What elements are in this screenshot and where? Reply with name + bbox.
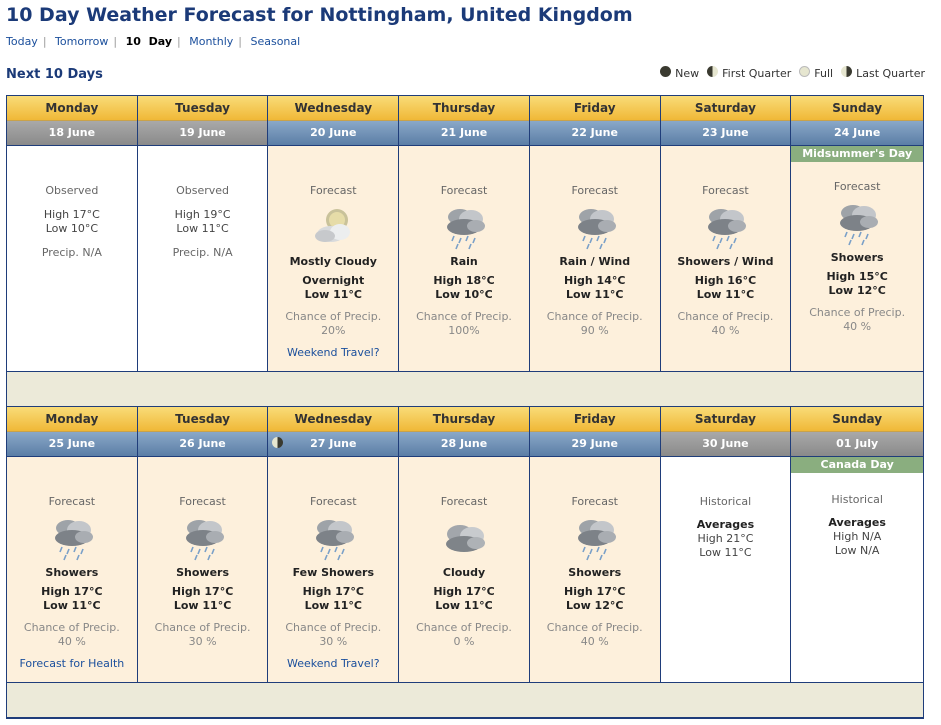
precip-label: Chance of Precip. [677,310,774,323]
status-label: Forecast [179,495,226,508]
precip-value: 30 % [188,635,217,648]
moon-phase-legend [652,67,925,80]
status-label: Observed [45,184,99,197]
status-label: Forecast [440,495,488,508]
day-column [530,407,661,682]
precip-chance [7,621,137,649]
historical-temps [791,530,923,558]
full-moon-icon [799,66,810,77]
date-label: 30 June [702,437,749,450]
day-date [791,121,923,146]
day-column [661,96,792,371]
precip-label: Precip. N/A [172,246,233,259]
precip-chance [530,621,660,649]
day-name: Saturday [661,407,791,432]
condition-text: Showers [830,251,884,264]
day-date [7,432,137,457]
precip-chance [530,310,660,338]
day-body [791,457,923,682]
date-label: 25 June [48,437,96,450]
precip-label: Precip. N/A [41,246,102,259]
rain-icon [7,514,137,562]
day-content [7,457,137,670]
day-name: Saturday [661,96,791,121]
precip-chance [268,621,398,649]
rain-icon [530,514,660,562]
temperature-block [530,274,660,302]
temperature-block [399,274,529,302]
mostly-cloudy-icon [268,203,398,251]
ten-day-grid [6,95,924,719]
temperature-block [268,585,398,613]
temperature-block [268,274,398,302]
date-label: 27 June [310,437,357,450]
day-content [791,162,923,334]
week-spacer [7,371,923,407]
precip-value: 100% [448,324,480,337]
legend-first-quarter: First Quarter [722,67,792,80]
forecast-nav [6,35,300,48]
day-name: Sunday [791,96,923,121]
condition-text: Mostly Cloudy [289,255,377,268]
temperature-block [138,585,268,613]
nav-separator: | [238,35,242,48]
day-column [138,96,269,371]
temperature-block [661,274,791,302]
date-label: 21 June [440,126,488,139]
rain-icon [138,514,268,562]
week-row [7,96,923,371]
day-date [399,121,529,146]
status-label: Forecast [310,495,357,508]
day-content [268,146,398,359]
low-temp: Low 11°C [304,288,363,301]
status-label: Forecast [310,184,357,197]
observed-temps [138,208,268,236]
nav-today[interactable]: Today [6,35,38,48]
date-label: 18 June [48,126,96,139]
low-temp: Low 12°C [566,599,624,612]
legend-new: New [675,67,700,80]
day-name: Thursday [399,407,529,432]
day-date [138,432,268,457]
low-temp: Low 12°C [828,284,886,297]
day-body [661,146,791,371]
precip-value: 90 % [580,324,609,337]
status-label: Forecast [571,495,618,508]
date-label: 20 June [310,126,357,139]
precip-label: Chance of Precip. [285,310,382,323]
holiday-badge: Canada Day [791,457,923,473]
low-temp: Low 11°C [696,288,755,301]
precip-value: 40 % [711,324,740,337]
day-content [530,457,660,649]
day-name: Wednesday [268,96,398,121]
day-name: Tuesday [138,407,268,432]
temperature-block [791,270,923,298]
precip-label: Chance of Precip. [285,621,382,634]
day-name: Tuesday [138,96,268,121]
rain-icon [399,203,529,251]
precip-value: 20% [321,324,346,337]
precip-chance [268,310,398,338]
status-label: Forecast [571,184,618,197]
high-temp: High 17°C [43,208,100,221]
precip-chance [399,621,529,649]
day-body [791,146,923,371]
rain-icon [530,203,660,251]
day-body [138,457,268,682]
day-name: Thursday [399,96,529,121]
precip-label: Chance of Precip. [154,621,251,634]
high-temp: High 16°C [694,274,757,287]
day-content [661,146,791,338]
precip-chance [791,306,923,334]
low-temp: Low 11°C [176,222,229,235]
low-temp: Low N/A [834,544,880,557]
low-temp: Low 11°C [699,546,752,559]
day-column [791,96,923,371]
week-row [7,407,923,682]
day-body [7,457,137,682]
day-body [268,146,398,371]
low-temp: Low 10°C [435,288,493,301]
high-temp: High 17°C [302,585,364,598]
high-temp: High 18°C [433,274,495,287]
precip-chance [399,310,529,338]
day-date [7,121,137,146]
legend-full: Full [814,67,834,80]
high-temp: High 17°C [564,585,626,598]
day-column [399,407,530,682]
condition-text: Rain / Wind [559,255,631,268]
temperature-block [530,585,660,613]
day-body [7,146,137,371]
week-spacer [7,682,923,718]
first-quarter-moon-icon [707,66,718,77]
nav-monthly[interactable]: Monthly [189,35,234,48]
observed-temps [7,208,137,236]
date-label: 01 July [836,437,879,450]
precip-label: Chance of Precip. [546,310,643,323]
high-temp: High 17°C [41,585,103,598]
high-temp: High 19°C [174,208,231,221]
status-label: Forecast [833,180,881,193]
condition-text: Showers [568,566,622,579]
day-body [268,457,398,682]
day-name: Sunday [791,407,923,432]
section-title: Next 10 Days [6,67,103,82]
day-date [530,432,660,457]
low-temp: Low 11°C [304,599,363,612]
date-label: 23 June [702,126,749,139]
date-label: 24 June [833,126,881,139]
date-label: 28 June [440,437,488,450]
date-label: 22 June [571,126,618,139]
day-date [268,432,398,457]
precip-label: Chance of Precip. [23,621,120,634]
low-temp: Low 11°C [173,599,232,612]
day-column [791,407,923,682]
nav-seasonal[interactable]: Seasonal [250,35,301,48]
day-date [399,432,529,457]
averages-label: Averages [828,516,886,529]
historical-temps [661,532,791,560]
status-label: Historical [831,493,883,506]
status-label: Forecast [702,184,749,197]
date-label: 29 June [571,437,618,450]
precip-chance [661,310,791,338]
rain-icon [268,514,398,562]
day-name: Friday [530,96,660,121]
day-body [399,146,529,371]
high-temp: High 17°C [433,585,495,598]
day-date [268,121,398,146]
temperature-block [399,585,529,613]
day-name: Monday [7,96,137,121]
condition-text: Cloudy [442,566,486,579]
travel-link[interactable]: Weekend Travel? [287,346,380,359]
day-name: Friday [530,407,660,432]
day-body [399,457,529,682]
last-quarter-moon-icon [841,66,852,77]
status-label: Forecast [48,495,96,508]
date-label: 26 June [179,437,226,450]
legend-last-quarter: Last Quarter [856,67,925,80]
day-column [7,407,138,682]
day-column [530,96,661,371]
day-date [791,432,923,457]
rain-icon [791,199,923,247]
precip-value: 0 % [453,635,475,648]
condition-text: Showers / Wind [677,255,774,268]
page-title: 10 Day Weather Forecast for Nottingham, United Kingdom [6,4,633,26]
low-temp: Low 10°C [45,222,99,235]
status-label: Forecast [440,184,488,197]
averages-label: Averages [696,518,755,531]
day-body [530,146,660,371]
nav-separator: | [42,35,47,48]
nav-tomorrow[interactable]: Tomorrow [55,35,109,48]
day-name: Wednesday [268,407,398,432]
day-date [530,121,660,146]
precip-value: 40 % [843,320,872,333]
day-content [530,146,660,338]
day-name: Monday [7,407,137,432]
condition-text: Few Showers [292,566,375,579]
high-temp: High 21°C [697,532,754,545]
precip-label: Chance of Precip. [809,306,906,319]
low-temp: Low 11°C [566,288,624,301]
day-content [399,146,529,338]
nav-separator: | [113,35,118,48]
day-column [399,96,530,371]
day-date [138,121,268,146]
day-column [268,407,399,682]
day-column [661,407,792,682]
day-content [661,457,791,560]
high-temp: High N/A [833,530,882,543]
cloudy-icon [399,514,529,562]
precip-label: Chance of Precip. [546,621,643,634]
day-content [268,457,398,670]
status-label: Historical [699,495,752,508]
high-temp: High 17°C [171,585,234,598]
holiday-badge: Midsummer's Day [791,146,923,162]
day-date [661,121,791,146]
day-content [138,146,268,259]
date-label: 19 June [179,126,226,139]
rain-icon [661,203,791,251]
precip-value: 40 % [580,635,609,648]
day-body [661,457,791,682]
day-content [791,473,923,558]
precip-value: 40 % [57,635,86,648]
precip-label: Chance of Precip. [416,310,512,323]
temperature-block [7,585,137,613]
precip-chance [138,621,268,649]
condition-text: Showers [45,566,99,579]
precip-value: 30 % [319,635,348,648]
low-temp: Low 11°C [43,599,101,612]
last-quarter-moon-icon [272,437,283,448]
day-body [530,457,660,682]
day-body [138,146,268,371]
nav-10-day[interactable]: 10 Day [125,35,172,48]
travel-link[interactable]: Forecast for Health [19,657,125,670]
day-content [399,457,529,649]
nav-separator: | [177,35,181,48]
high-temp: High 14°C [564,274,626,287]
day-column [268,96,399,371]
day-content [7,146,137,259]
high-temp: Overnight [302,274,365,287]
high-temp: High 15°C [826,270,888,283]
day-column [138,407,269,682]
condition-text: Rain [450,255,478,268]
status-label: Observed [176,184,230,197]
condition-text: Showers [176,566,230,579]
precip-label: Chance of Precip. [416,621,512,634]
day-column [7,96,138,371]
day-content [138,457,268,649]
day-date [661,432,791,457]
travel-link[interactable]: Weekend Travel? [287,657,380,670]
low-temp: Low 11°C [435,599,493,612]
new-moon-icon [660,66,671,77]
